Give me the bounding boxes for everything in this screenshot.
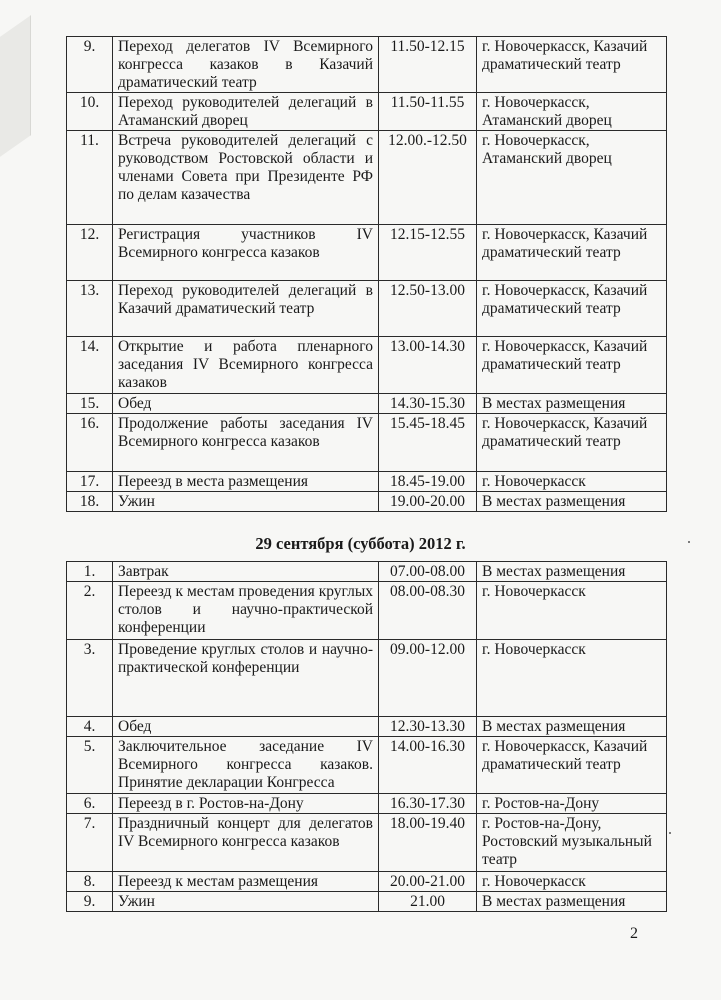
place-cell: г. Новочеркасск <box>477 472 667 492</box>
time-cell: 12.50-13.00 <box>379 281 477 337</box>
time-cell: 11.50-11.55 <box>379 93 477 131</box>
place-cell: г. Новочеркасск, Казачий драматический театр <box>477 737 667 794</box>
table-row <box>67 892 667 912</box>
table-row <box>67 737 667 794</box>
event-cell: Регистрация участников IV Всемирного конгресса казаков <box>113 225 379 281</box>
row-number: 3. <box>67 640 113 717</box>
event-cell: Проведение круглых столов и научно-практической конференции <box>113 640 379 717</box>
section-heading: 29 сентября (суббота) 2012 г. <box>255 534 466 553</box>
table-row <box>67 414 667 472</box>
row-number: 8. <box>67 872 113 892</box>
table-row <box>67 93 667 131</box>
event-cell: Обед <box>113 717 379 737</box>
event-cell: Переход руководителей делегаций в Казачий драматический театр <box>113 281 379 337</box>
event-cell: Переход руководителей делегаций в Атаманский дворец <box>113 93 379 131</box>
page-fold-shadow <box>0 15 31 185</box>
time-cell: 09.00-12.00 <box>379 640 477 717</box>
row-number: 12. <box>67 225 113 281</box>
event-cell: Завтрак <box>113 562 379 582</box>
event-cell: Ужин <box>113 492 379 512</box>
time-cell: 18.45-19.00 <box>379 472 477 492</box>
place-cell: г. Новочеркасск, Казачий драматический театр <box>477 225 667 281</box>
table-row <box>67 492 667 512</box>
table-row <box>67 281 667 337</box>
row-number: 15. <box>67 394 113 414</box>
time-cell: 18.00-19.40 <box>379 814 477 872</box>
row-number: 14. <box>67 337 113 394</box>
place-cell: г. Новочеркасск, Казачий драматический театр <box>477 281 667 337</box>
row-number: 10. <box>67 93 113 131</box>
time-cell: 21.00 <box>379 892 477 912</box>
event-cell: Переезд в г. Ростов-на-Дону <box>113 794 379 814</box>
place-cell: г. Новочеркасск <box>477 640 667 717</box>
place-cell: В местах размещения <box>477 394 667 414</box>
row-number: 1. <box>67 562 113 582</box>
row-number: 13. <box>67 281 113 337</box>
table-row <box>67 640 667 717</box>
row-number: 9. <box>67 37 113 93</box>
time-cell: 12.00.-12.50 <box>379 131 477 225</box>
time-cell: 08.00-08.30 <box>379 582 477 640</box>
table-row <box>67 717 667 737</box>
time-cell: 12.30-13.30 <box>379 717 477 737</box>
place-cell: г. Новочеркасск, Казачий драматический театр <box>477 37 667 93</box>
place-cell: В местах размещения <box>477 892 667 912</box>
table-row <box>67 872 667 892</box>
row-number: 11. <box>67 131 113 225</box>
event-cell: Заключительное заседание IV Всемирного конгресса казаков. Принятие декларации Конгресса <box>113 737 379 794</box>
row-number: 7. <box>67 814 113 872</box>
time-cell: 14.00-16.30 <box>379 737 477 794</box>
time-cell: 07.00-08.00 <box>379 562 477 582</box>
scan-speck <box>669 832 671 834</box>
row-number: 18. <box>67 492 113 512</box>
event-cell: Праздничный концерт для делегатов IV Всемирного конгресса казаков <box>113 814 379 872</box>
row-number: 4. <box>67 717 113 737</box>
event-cell: Переезд в места размещения <box>113 472 379 492</box>
place-cell: г. Ростов-на-Дону, Ростовский музыкальный театр <box>477 814 667 872</box>
event-cell: Обед <box>113 394 379 414</box>
row-number: 5. <box>67 737 113 794</box>
time-cell: 19.00-20.00 <box>379 492 477 512</box>
row-number: 16. <box>67 414 113 472</box>
table-row <box>67 131 667 225</box>
event-cell: Открытие и работа пленарного заседания IV Всемирного конгресса казаков <box>113 337 379 394</box>
time-cell: 16.30-17.30 <box>379 794 477 814</box>
table-row <box>67 472 667 492</box>
event-cell: Ужин <box>113 892 379 912</box>
place-cell: г. Новочеркасск, Казачий драматический театр <box>477 414 667 472</box>
place-cell: В местах размещения <box>477 717 667 737</box>
time-cell: 13.00-14.30 <box>379 337 477 394</box>
time-cell: 20.00-21.00 <box>379 872 477 892</box>
row-number: 17. <box>67 472 113 492</box>
row-number: 2. <box>67 582 113 640</box>
schedule-table-day1 <box>66 36 667 512</box>
place-cell: г. Ростов-на-Дону <box>477 794 667 814</box>
event-cell: Переезд к местам размещения <box>113 872 379 892</box>
page-number: 2 <box>630 925 638 942</box>
event-cell: Переход делегатов IV Всемирного конгресса казаков в Казачий драматический театр <box>113 37 379 93</box>
time-cell: 15.45-18.45 <box>379 414 477 472</box>
place-cell: г. Новочеркасск <box>477 872 667 892</box>
place-cell: г. Новочеркасск, Атаманский дворец <box>477 131 667 225</box>
table-row <box>67 794 667 814</box>
table-row <box>67 337 667 394</box>
time-cell: 12.15-12.55 <box>379 225 477 281</box>
row-number: 6. <box>67 794 113 814</box>
place-cell: г. Новочеркасск, Атаманский дворец <box>477 93 667 131</box>
event-cell: Встреча руководителей делегаций с руководством Ростовской области и членами Совета при Президенте РФ по делам казачества <box>113 131 379 225</box>
time-cell: 11.50-12.15 <box>379 37 477 93</box>
table-row <box>67 37 667 93</box>
event-cell: Переезд к местам проведения круглых столов и научно-практической конференции <box>113 582 379 640</box>
table-row <box>67 225 667 281</box>
place-cell: В местах размещения <box>477 492 667 512</box>
place-cell: В местах размещения <box>477 562 667 582</box>
table-row <box>67 562 667 582</box>
table-row <box>67 582 667 640</box>
schedule-table-day2 <box>66 561 667 912</box>
table-row <box>67 394 667 414</box>
place-cell: г. Новочеркасск, Казачий драматический театр <box>477 337 667 394</box>
scan-speck <box>688 541 690 543</box>
row-number: 9. <box>67 892 113 912</box>
event-cell: Продолжение работы заседания IV Всемирного конгресса казаков <box>113 414 379 472</box>
time-cell: 14.30-15.30 <box>379 394 477 414</box>
place-cell: г. Новочеркасск <box>477 582 667 640</box>
table-row <box>67 814 667 872</box>
